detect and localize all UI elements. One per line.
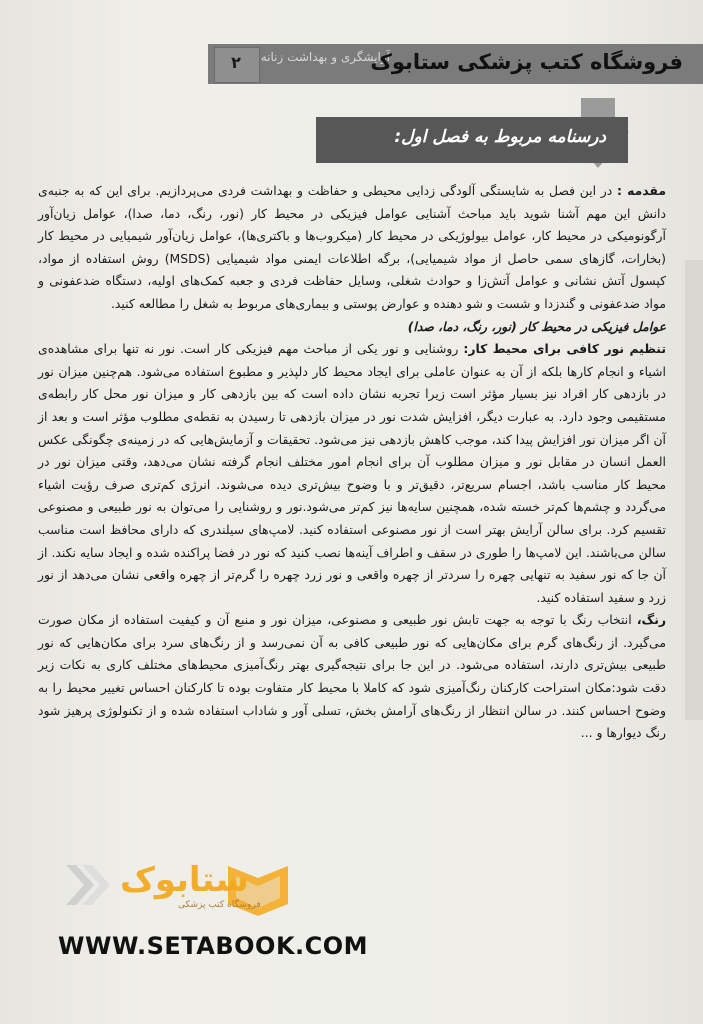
logo-text: ستابوک [120, 860, 249, 900]
intro-text: در این فصل به شایستگی آلودگی زدایی محیطی و حفاظت و بهداشت فردی می‌پردازیم. برای این که به جنبه‌ی دانش این مهم آشنا شوید باید مباحث آشنایی عوامل فیزیکی در محیط کار (نور، رنگ، دما، صدا)، عوامل زیان‌آور آرگونومیکی در محیط کار، عوامل بیولوژیکی در محیط کار (میکروب‌ها و باکتری‌ها)، عوامل زیان‌آور شیمیایی در محیط کار (بخارات، گازهای سمی حاصل از مواد شیمیایی)، برگه اطلاعات ایمنی مواد شیمیایی (MSDS) روش استفاده از مواد، کپسول آتش نشانی و عوامل آتش‌زا و حوادث شغلی، وسایل حفاظت فردی و جعبه کمک‌های اولیه، دستگاه ضدعفونی و مواد ضدعفونی و گندزدا و شست و شو دهنده و عوارض پوستی و بیماری‌های مربوط به شغل را مطالعه کنید. [38, 183, 666, 311]
setabook-logo-icon [58, 855, 118, 915]
intro-paragraph [38, 180, 666, 316]
lesson-title: درسنامه مربوط به فصل اول: [394, 127, 606, 147]
logo-subtitle: فروشگاه کتب پزشکی [178, 900, 261, 910]
website-url: WWW.SETABOOK.COM [58, 932, 369, 960]
store-banner: فروشگاه کتب پزشکی ستابوک [370, 50, 683, 74]
color-label: رنگ، [636, 612, 666, 628]
color-paragraph [38, 609, 666, 745]
page-edge-strip [685, 260, 703, 720]
section-heading: عوامل فیزیکی در محیط کار (نور، رنگ، دما، صدا) [407, 318, 666, 334]
book-title: آرایشگری و بهداشت زنانه [260, 50, 390, 64]
light-label: تنظیم نور کافی برای محیط کار: [463, 341, 666, 357]
body-text [38, 180, 666, 745]
light-text: روشنایی و نور یکی از مباحث مهم فیزیکی کار است. نور نه تنها برای مشاهده‌ی اشیاء و انجام کارها بلکه از آن به عنوان عاملی برای ایجاد محیط کار دلپذیر و مطبوع استفاده می‌شود. هم‌چنین میزان نور در بازدهی کار افراد نیز بسیار مؤثر است زیرا تجربه نشان داده است که بین بازدهی کار و میزان نور محل کار رابطه‌ی مستقیمی وجود دارد. به عبارت دیگر، افزایش شدت نور در میزان بازدهی تا رسیدن به نقطه‌ی مطلوب مؤثر است و بعد از آن اگر میزان نور افزایش پیدا کند، موجب کاهش بازدهی نیز می‌شود. تحقیقات و آزمایش‌هایی که در زمینه‌ی چگونگی عکس العمل انسان در مقابل نور و میزان مطلوب آن برای انجام امور مختلف انجام گرفته نشان می‌دهد، وقتی میزان نور در محیط کار مناسب باشد، اجسام سریع‌تر، دقیق‌تر و با وضوح بیش‌تری دیده می‌شوند. انرژی کم‌تری صرف رؤیت اشیاء می‌گردد و چشم‌ها کم‌تر خسته شده، همچنین سایه‌ها نیز کم‌تر می‌شود.نور و روشنایی را می‌توان به نور طبیعی و مصنوعی تقسیم کرد. برای سالن آرایش بهتر است از نور مصنوعی استفاده کنید. لامپ‌های سیلندری که دارای محافظ است مناسب سالن می‌باشند. این لامپ‌ها را طوری در سقف و اطراف آینه‌ها نصب کنید که نور در فضا پراکنده شده و ایجاد سایه نکند. از آن جا که نور سفید به تنهایی چهره را سردتر از چهره واقعی و نور زرد چهره را گرم‌تر از چهره واقعی نشان می‌دهد از نور زرد و سفید استفاده کنید. [38, 341, 666, 605]
color-text: انتخاب رنگ با توجه به جهت تابش نور طبیعی و مصنوعی، میزان نور و منبع آن و کیفیت استفاده از مکان صورت می‌گیرد. از رنگ‌های گرم برای مکان‌هایی که نور طبیعی کافی به آن نمی‌رسد و از رنگ‌های سرد برای مکان‌هایی که نور طبیعی بیش‌تری دارند، استفاده می‌شود. در این جا برای نتیجه‌گیری بهتر رنگ‌آمیزی محیط‌های مختلف کاری به نکات زیر دقت شود:مکان استراحت کارکنان رنگ‌آمیزی شود که کاملا با محیط کار متفاوت بوده تا کارکنان احساس تغییر محیط را به وضوح احساس کنند. در سالن انتظار از رنگ‌های آرامش بخش، تسلی آور و شاداب استفاده شده و از تکنولوژی پرهیز شود رنگ دیوارها و ... [38, 612, 666, 741]
light-paragraph [38, 338, 666, 609]
page-number: ۲ [231, 53, 241, 72]
intro-label: مقدمه : [617, 183, 667, 198]
